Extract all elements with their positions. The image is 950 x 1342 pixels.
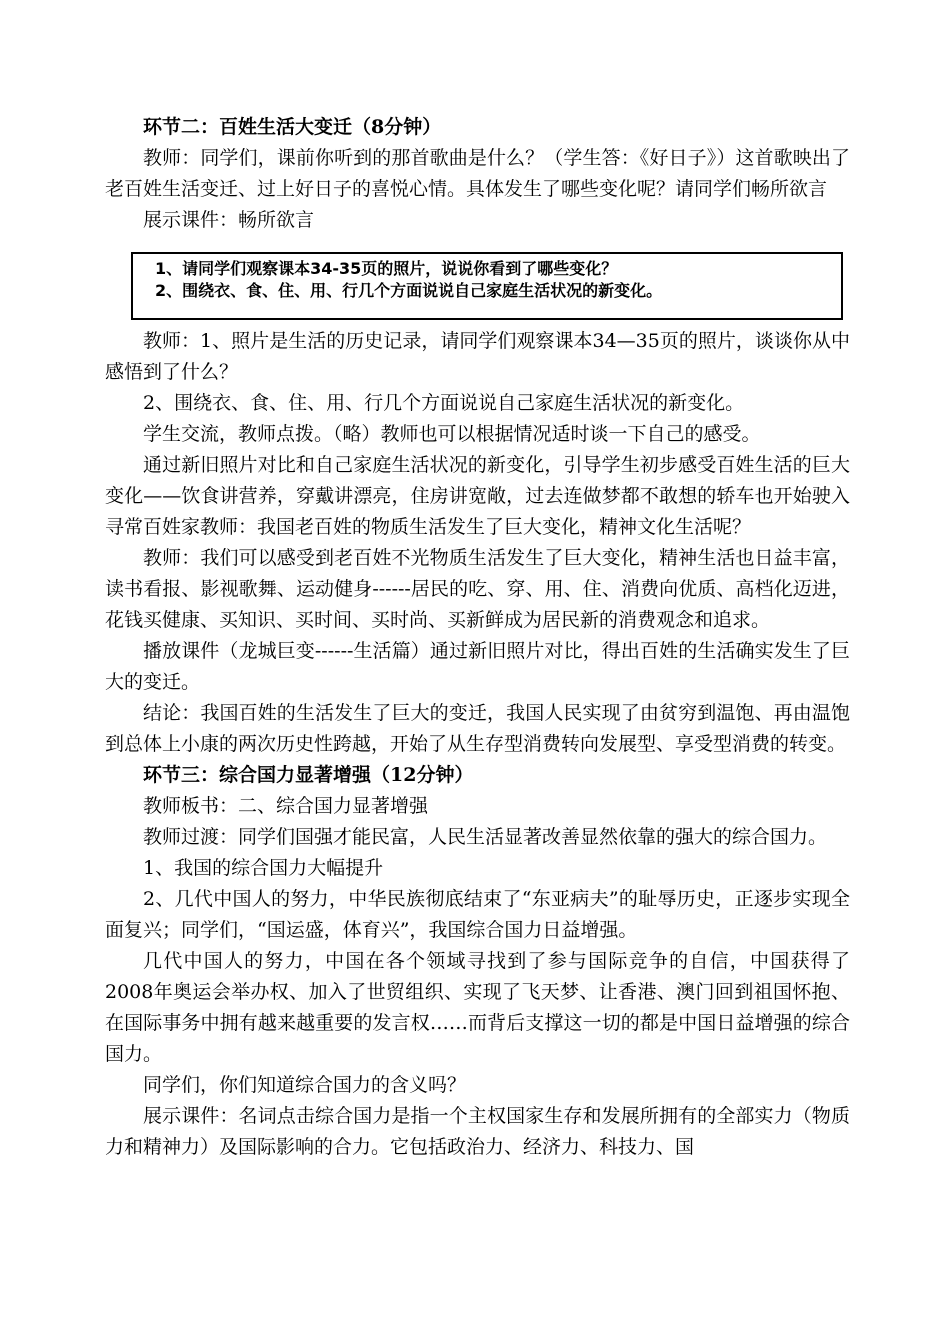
paragraph: 2、围绕衣、食、住、用、行几个方面说说自己家庭生活状况的新变化。 [143,392,745,414]
paragraph: 教师过渡：同学们国强才能民富，人民生活显著改善显然依靠的强大的综合国力。 [143,826,828,848]
section2-heading: 环节二：百姓生活大变迁（8分钟） [143,116,442,138]
paragraph: 教师：我们可以感受到老百姓不光物质生活发生了巨大变化，精神生活也日益丰富，读书看报、影视歌舞、运动健身------居民的吃、穿、用、住、消费向优质、高档化迈进，花钱买健康、买知识、买时间、买时尚、买新鲜成为居民新的消费观念和追求。 [105,547,850,631]
paragraph: 学生交流，教师点拨。（略）教师也可以根据情况适时谈一下自己的感受。 [143,423,761,445]
paragraph: 结论：我国百姓的生活发生了巨大的变迁，我国人民实现了由贫穷到温饱、再由温饱到总体上小康的两次历史性跨越，开始了从生存型消费转向发展型、享受型消费的转变。 [105,702,850,755]
paragraph: 教师板书：二、综合国力显著增强 [143,795,429,817]
paragraph: 教师：1、照片是生活的历史记录，请同学们观察课本34—35页的照片，谈谈你从中感悟到了什么？ [105,330,850,383]
paragraph: 几代中国人的努力，中国在各个领域寻找到了参与国际竞争的自信，中国获得了2008年奥运会举办权、加入了世贸组织、实现了飞天梦、让香港、澳门回到祖国怀抱、在国际事务中拥有越来越重要的发言权……而背后支撑这一切的都是中国日益增强的综合国力。 [105,950,850,1065]
question-line-1: 1、请同学们观察课本34-35页的照片，说说你看到了哪些变化？ [155,259,618,278]
question-line-2: 2、围绕衣、食、住、用、行几个方面说说自己家庭生活状况的新变化。 [155,281,663,300]
paragraph: 1、我国的综合国力大幅提升 [143,857,384,879]
paragraph: 通过新旧照片对比和自己家庭生活状况的新变化，引导学生初步感受百姓生活的巨大变化——饮食讲营养，穿戴讲漂亮，住房讲宽敞，过去连做梦都不敢想的轿车也开始驶入寻常百姓家教师：我国老百姓的物质生活发生了巨大变化，精神文化生活呢？ [105,454,850,538]
section3-heading: 环节三：综合国力显著增强（12分钟） [143,764,474,786]
paragraph: 2、几代中国人的努力，中华民族彻底结束了“东亚病夫”的耻辱历史，正逐步实现全面复兴；同学们，“国运盛，体育兴”，我国综合国力日益增强。 [105,888,850,941]
paragraph: 播放课件（龙城巨变------生活篇）通过新旧照片对比，得出百姓的生活确实发生了巨大的变迁。 [105,640,850,693]
courseware-question-box [131,252,843,320]
paragraph: 同学们，你们知道综合国力的含义吗？ [143,1074,467,1096]
paragraph: 展示课件：名词点击综合国力是指一个主权国家生存和发展所拥有的全部实力（物质力和精神力）及国际影响的合力。它包括政治力、经济力、科技力、国 [105,1105,850,1158]
paragraph: 展示课件：畅所欲言 [143,209,315,231]
document-page [105,112,850,1163]
paragraph: 教师：同学们，课前你听到的那首歌曲是什么？（学生答：《好日子》）这首歌映出了老百姓生活变迁、过上好日子的喜悦心情。具体发生了哪些变化呢？请同学们畅所欲言 [105,147,850,200]
